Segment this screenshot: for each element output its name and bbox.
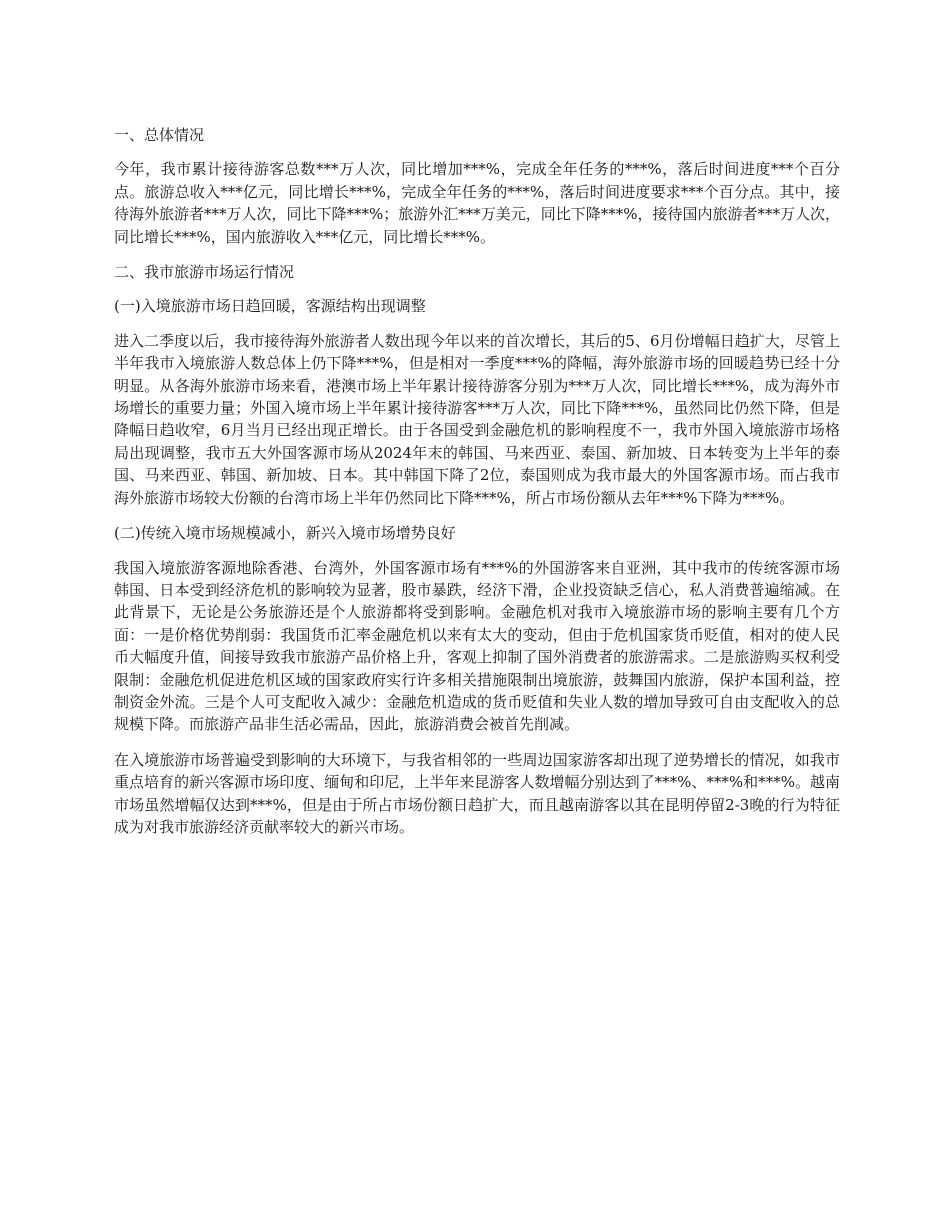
paragraph-overview: 今年，我市累计接待游客总数***万人次，同比增加***%，完成全年任务的***%，落后时间进度***个百分点。旅游总收入***亿元，同比增长***%，完成全年任务的***%，落后时间进度要求***个百分点。其中，接待海外旅游者***万人次，同比下降***%；旅游外汇***万美元，同比下降***%，接待国内旅游者***万人次，同比增长***%，国内旅游收入***亿元，同比增长***%。 [114,160,841,246]
subsection-heading-emerging-markets: (二)传统入境市场规模减小，新兴入境市场增势良好 [114,524,456,543]
subsection-heading-inbound-recovery: (一)入境旅游市场日趋回暖，客源结构出现调整 [114,297,426,316]
paragraph-traditional-markets: 我国入境旅游客源地除香港、台湾外，外国客源市场有***%的外国游客来自亚洲，其中我市的传统客源市场韩国、日本受到经济危机的影响较为显著，股市暴跌，经济下滑，企业投资缺乏信心，私人消费普遍缩减。在此背景下，无论是公务旅游还是个人旅游都将受到影响。金融危机对我市入境旅游市场的影响主要有几个方面：一是价格优势削弱：我国货币汇率金融危机以来有太大的变动，但由于危机国家货币贬值，相对的使人民币大幅度升值，间接导致我市旅游产品价格上升，客观上抑制了国外消费者的旅游需求。二是旅游购买权利受限制：金融危机促进危机区域的国家政府实行许多相关措施限制出境旅游，鼓舞国内旅游，保护本国利益，控制资金外流。三是个人可支配收入减少：金融危机造成的货币贬值和失业人数的增加导致可自由支配收入的总规模下降。而旅游产品非生活必需品，因此，旅游消费会被首先削减。 [114,558,840,734]
paragraph-emerging-markets: 在入境旅游市场普遍受到影响的大环境下，与我省相邻的一些周边国家游客却出现了逆势增长的情况，如我市重点培育的新兴客源市场印度、缅甸和印尼，上半年来昆游客人数增幅分别达到了***%、***%和***%。越南市场虽然增幅仅达到***%，但是由于所占市场份额日趋扩大，而且越南游客以其在昆明停留2-3晚的行为特征成为对我市旅游经济贡献率较大的新兴市场。 [114,750,840,836]
section-heading-market-operation: 二、我市旅游市场运行情况 [114,263,295,282]
document-page [114,124,840,851]
section-heading-overview: 一、总体情况 [114,126,205,144]
paragraph-inbound-recovery: 进入二季度以后，我市接待海外旅游者人数出现今年以来的首次增长，其后的5、6月份增幅日趋扩大，尽管上半年我市入境旅游人数总体上仍下降***%，但是相对一季度***%的降幅，海外旅游市场的回暖趋势已经十分明显。从各海外旅游市场来看，港澳市场上半年累计接待游客分别为***万人次，同比增长***%，成为海外市场增长的重要力量；外国入境市场上半年累计接待游客***万人次，同比下降***%，虽然同比仍然下降，但是降幅日趋收窄，6月当月已经出现正增长。由于各国受到金融危机的影响程度不一，我市外国入境旅游市场格局出现调整，我市五大外国客源市场从2024年末的韩国、马来西亚、泰国、新加坡、日本转变为上半年的泰国、马来西亚、韩国、新加坡、日本。其中韩国下降了2位，泰国则成为我市最大的外国客源市场。而占我市海外旅游市场较大份额的台湾市场上半年仍然同比下降***%，所占市场份额从去年***%下降为***%。 [114,331,840,507]
